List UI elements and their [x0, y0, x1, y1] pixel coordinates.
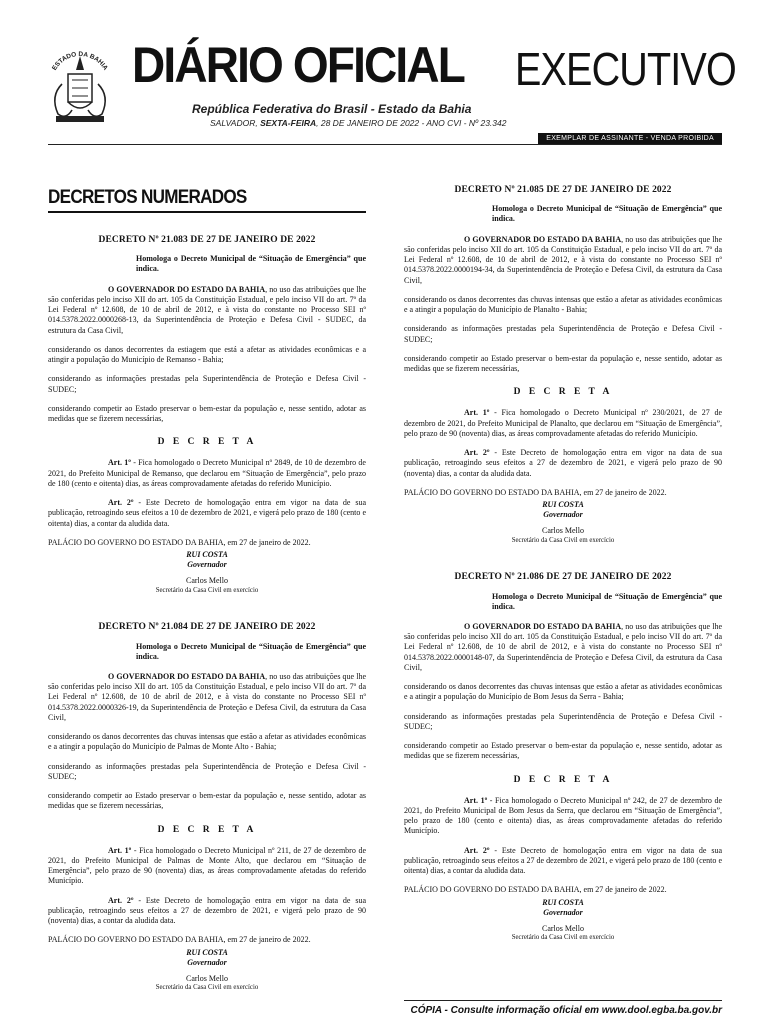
governor-role: Governador	[187, 957, 227, 967]
decree-preamble	[48, 672, 366, 723]
decree-block	[48, 621, 366, 993]
decree-block	[404, 184, 722, 545]
palace-line: PALÁCIO DO GOVERNO DO ESTADO DA BAHIA, em 27 de janeiro de 2022.	[404, 487, 667, 497]
dateline-city: SALVADOR,	[210, 118, 261, 128]
footer-divider	[404, 1000, 722, 1001]
newspaper-subtitle: EXECUTIVO	[515, 43, 736, 95]
article-text: - Fica homologado o Decreto Municipal nº 2849, de 10 de dezembro de 2021, do Prefeito Municipal de Remanso, que declarou em “Situação de Emergência”, pelo prazo de 180 (cento e oitenta) dias, as áreas comprovadamente afetadas do referido Município.	[48, 458, 366, 488]
article-label: Art. 2º	[464, 448, 490, 458]
preamble-bold: O GOVERNADOR DO ESTADO DA BAHIA	[464, 234, 622, 244]
article-label: Art. 1º	[464, 795, 488, 805]
decree-preamble	[404, 235, 722, 286]
considerando-paragraph: considerando as informações prestadas pela Superintendência de Proteção e Defesa Civil - SUDEC;	[48, 374, 366, 394]
newspaper-title: DIÁRIO OFICIAL	[132, 37, 465, 93]
considerando-paragraph: considerando competir ao Estado preservar o bem-estar da população e, nesse sentido, adotar as medidas que se fizerem necessárias,	[48, 791, 366, 811]
article-text: - Este Decreto de homologação entra em vigor na data de sua publicação, retroagindo seus efeitos a 27 de dezembro de 2021, e vigerá pelo prazo de 180 (cento e oitenta) dias, a contar da aludida data.	[404, 845, 722, 876]
decree-preamble	[404, 622, 722, 673]
dateline-day: SEXTA-FEIRA	[260, 118, 317, 128]
seal-text: ESTADO DA BAHIA	[51, 50, 109, 72]
decreta-heading: D E C R E T A	[513, 774, 613, 785]
secretary-name: Carlos Mello	[186, 576, 228, 586]
decree-preamble	[48, 285, 366, 336]
decree-title: DECRETO Nº 21.083 DE 27 DE JANEIRO DE 2022	[98, 235, 316, 245]
secretary-role: Secretário da Casa Civil em exercício	[155, 586, 259, 594]
article-2	[48, 498, 366, 529]
considerando-paragraph: considerando os danos decorrentes das chuvas intensas que estão a afetar as atividades econômicas e a atingir a população do Município de Planalto - Bahia;	[404, 294, 722, 315]
decree-title: DECRETO Nº 21.084 DE 27 DE JANEIRO DE 2022	[98, 622, 316, 633]
decreta-heading: D E C R E T A	[513, 387, 613, 398]
article-text: - Fica homologado o Decreto Municipal nº 242, de 27 de dezembro de 2021, do Prefeito Municipal de Bom Jesus da Serra, que declarou em “Situação de Emergência”, pelo prazo de 180 (cento e oitenta) dias, as áreas comprovadamente afetadas do referido Município.	[404, 795, 722, 836]
masthead-divider	[48, 144, 722, 145]
considerando-paragraph: considerando os danos decorrentes da estiagem que está a afetar as atividades econômicas e a atingir a população do Município de Remanso - Bahia;	[48, 344, 366, 365]
secretary-name: Carlos Mello	[542, 526, 584, 536]
decree-ementa: Homologa o Decreto Municipal de “Situação de Emergência” que indica.	[136, 641, 366, 661]
signature-block	[404, 898, 722, 943]
decree-block	[404, 571, 722, 943]
preamble-bold: O GOVERNADOR DO ESTADO DA BAHIA	[108, 284, 266, 294]
preamble-text: , no uso das atribuições que lhe são conferidas pelo inciso XII do art. 105 da Constituição Estadual, e pelo inciso VII do art. 7º da Lei Federal nº 12.608, de 10 de abril de 2012, e à vista do constante no Processo SEI nº 014.5378.2022.0000148-07, da Superintendência de Proteção e Defesa Civil, da estrutura da Casa Civil,	[404, 622, 722, 672]
footer-copy-notice: CÓPIA - Consulte informação oficial em www.dool.egba.ba.gov.br	[410, 1005, 722, 1016]
signature-block	[48, 948, 366, 993]
article-label: Art. 2º	[108, 895, 134, 905]
secretary-role: Secretário da Casa Civil em exercício	[511, 536, 615, 544]
secretary-name: Carlos Mello	[186, 974, 228, 984]
considerando-paragraph: considerando as informações prestadas pela Superintendência de Proteção e Defesa Civil - SUDEC;	[404, 324, 722, 344]
palace-line: PALÁCIO DO GOVERNO DO ESTADO DA BAHIA, em 27 de janeiro de 2022.	[48, 935, 311, 945]
article-text: - Este Decreto de homologação entra em vigor na data de sua publicação, retroagindo seus efeitos a 10 de dezembro de 2021, e vigerá pelo prazo de 180 (cento e oitenta) dias, a contar da aludida data.	[48, 498, 366, 528]
decree-ementa: Homologa o Decreto Municipal de “Situação de Emergência” que indica.	[492, 204, 722, 224]
considerando-paragraph: considerando as informações prestadas pela Superintendência de Proteção e Defesa Civil - SUDEC;	[404, 711, 722, 731]
dateline	[210, 118, 506, 128]
section-divider	[48, 211, 366, 213]
article-label: Art. 1º	[108, 458, 131, 468]
decreta-heading: D E C R E T A	[157, 437, 257, 448]
signature-block	[404, 500, 722, 545]
governor-name: RUI COSTA	[186, 947, 228, 957]
article-2	[404, 846, 722, 877]
article-1	[404, 408, 722, 439]
secretary-role: Secretário da Casa Civil em exercício	[511, 934, 615, 942]
decreta-heading: D E C R E T A	[157, 824, 257, 835]
preamble-bold: O GOVERNADOR DO ESTADO DA BAHIA	[108, 672, 266, 682]
article-text: - Fica homologado o Decreto Municipal nº 211, de 27 de dezembro de 2021, do Prefeito Municipal de Palmas de Monte Alto, que declarou em “Situação de Emergência”, pelo prazo de 90 (noventa) dias, as áreas comprovadamente afetadas do referido Município.	[48, 845, 366, 886]
article-label: Art. 1º	[464, 408, 490, 418]
right-column	[404, 184, 722, 969]
considerando-paragraph: considerando competir ao Estado preservar o bem-estar da população e, nesse sentido, adotar as medidas que se fizerem necessárias,	[404, 353, 722, 373]
exemplar-badge: EXEMPLAR DE ASSINANTE - VENDA PROIBIDA	[538, 133, 722, 144]
decree-ementa: Homologa o Decreto Municipal de “Situação de Emergência” que indica.	[136, 254, 366, 274]
article-label: Art. 2º	[464, 845, 490, 855]
decree-title: DECRETO Nº 21.085 DE 27 DE JANEIRO DE 2022	[454, 185, 672, 195]
state-seal-icon	[40, 44, 120, 132]
decree-title: DECRETO Nº 21.086 DE 27 DE JANEIRO DE 2022	[454, 572, 672, 583]
considerando-paragraph: considerando competir ao Estado preservar o bem-estar da população e, nesse sentido, adotar as medidas que se fizerem necessárias,	[48, 403, 366, 423]
article-label: Art. 1º	[108, 845, 132, 855]
preamble-text: , no uso das atribuições que lhe são conferidas pelo inciso XII do art. 105 da Constituição Estadual, e pelo inciso VII do art. 7º da Lei Federal nº 12.608, de 10 de abril de 2012, e à vista do constante no Processo SEI nº 014.5378.2022.0000326-19, da Superintendência de Proteção e Defesa Civil, da estrutura da Casa Civil,	[48, 672, 366, 722]
governor-name: RUI COSTA	[542, 897, 584, 907]
republic-line: República Federativa do Brasil - Estado da Bahia	[192, 102, 472, 116]
masthead	[0, 0, 770, 150]
governor-name: RUI COSTA	[186, 550, 228, 559]
preamble-bold: O GOVERNADOR DO ESTADO DA BAHIA	[464, 622, 622, 632]
considerando-paragraph: considerando competir ao Estado preservar o bem-estar da população e, nesse sentido, adotar as medidas que se fizerem necessárias,	[404, 741, 722, 761]
decree-ementa: Homologa o Decreto Municipal de “Situação de Emergência” que indica.	[492, 591, 722, 611]
preamble-text: , no uso das atribuições que lhe são conferidas pelo inciso XII do art. 105 da Constituição Estadual, e pelo inciso VII do art. 7º da Lei Federal nº 12.608, de 10 de abril de 2012, e à vista do constante no Processo SEI nº 014.5378.2022.0000268-13, da Superintendência de Proteção e Defesa Civil - SUDEC, da estrutura da Casa Civil,	[48, 284, 366, 335]
governor-role: Governador	[187, 560, 227, 570]
secretary-name: Carlos Mello	[542, 924, 584, 934]
secretary-role: Secretário da Casa Civil em exercício	[155, 984, 259, 992]
governor-name: RUI COSTA	[542, 500, 584, 509]
decree-block	[48, 234, 366, 595]
article-text: - Este Decreto de homologação entra em vigor na data de sua publicação, retroagindo seus efeitos a 27 de dezembro de 2021, e vigerá pelo prazo de 90 (noventa) dias, a contar da aludida data.	[48, 895, 366, 926]
article-1	[48, 458, 366, 489]
considerando-paragraph: considerando os danos decorrentes das chuvas intensas que estão a afetar as atividades econômicas e a atingir a população do Município de Palmas de Monte Alto - Bahia;	[48, 732, 366, 752]
article-1	[48, 846, 366, 887]
palace-line: PALÁCIO DO GOVERNO DO ESTADO DA BAHIA, em 27 de janeiro de 2022.	[48, 537, 311, 547]
considerando-paragraph: considerando as informações prestadas pela Superintendência de Proteção e Defesa Civil - SUDEC;	[48, 761, 366, 781]
section-title: DECRETOS NUMERADOS	[48, 187, 247, 208]
preamble-text: , no uso das atribuições que lhe são conferidas pelo inciso XII do art. 105 da Constituição Estadual, e pelo inciso VII do art. 7º da Lei Federal nº 12.608, de 10 de abril de 2012, e à vista do constante no Processo SEI nº 014.5378.2022.0000194-34, da Superintendência de Proteção e Defesa Civil, da estrutura da Casa Civil,	[404, 234, 722, 285]
article-1	[404, 796, 722, 837]
article-label: Art. 2º	[108, 498, 134, 508]
palace-line: PALÁCIO DO GOVERNO DO ESTADO DA BAHIA, em 27 de janeiro de 2022.	[404, 885, 667, 895]
dateline-rest: , 28 DE JANEIRO DE 2022 - ANO CVI - Nº 23.342	[316, 118, 507, 128]
article-text: - Fica homologado o Decreto Municipal nº 230/2021, de 27 de dezembro de 2021, do Prefeito Municipal de Planalto, que declarou em “Situação de Emergência”, pelo prazo de 90 (noventa) dias, as áreas comprovadamente afetadas do referido Município.	[404, 408, 723, 438]
signature-block	[48, 550, 366, 595]
considerando-paragraph: considerando os danos decorrentes das chuvas intensas que estão a afetar as atividades econômicas e a atingir a população do Município de Bom Jesus da Serra - Bahia;	[404, 682, 722, 702]
left-column	[48, 234, 366, 1019]
article-2	[404, 448, 722, 479]
governor-role: Governador	[543, 510, 583, 520]
article-text: - Este Decreto de homologação entra em vigor na data de sua publicação, retroagindo seus efeitos a 27 de dezembro de 2021, e vigerá pelo prazo de 90 (noventa) dias, a contar da aludida data.	[404, 448, 722, 478]
article-2	[48, 896, 366, 927]
governor-role: Governador	[543, 907, 583, 917]
